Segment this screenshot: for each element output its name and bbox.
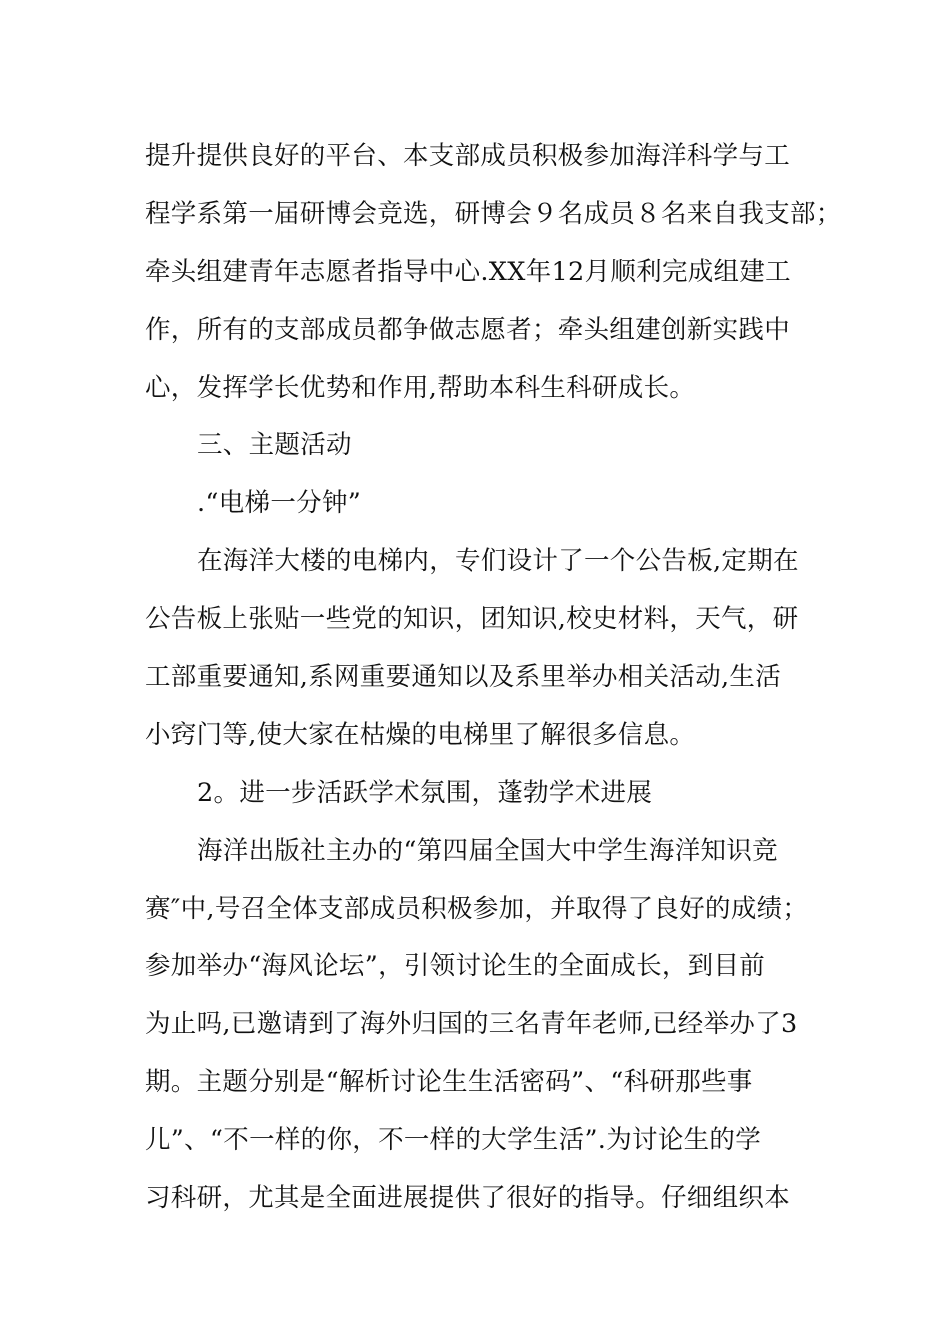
text-line: 为止吗,已邀请到了海外归国的三名青年老师,已经举办了3 — [145, 1009, 798, 1040]
text-line: 工部重要通知,系网重要通知以及系里举办相关活动,生活 — [145, 662, 782, 693]
text-line: 公告板上张贴一些党的知识，团知识,校史材料，天气，研 — [145, 604, 799, 635]
subsection-heading: .“电梯一分钟” — [197, 488, 362, 519]
text-line: 赛″中,号召全体支部成员积极参加，并取得了良好的成绩； — [145, 893, 809, 924]
text-line: 牵头组建青年志愿者指导中心.XX年12月顺利完成组建工 — [145, 256, 791, 287]
text-line: 提升提供良好的平台、本支部成员积极参加海洋科学与工 — [145, 141, 791, 171]
text-line: 心，发挥学长优势和作用,帮助本科生科研成长。 — [145, 372, 696, 403]
text-line: 习科研，尤其是全面进展提供了很好的指导。仔细组织本 — [145, 1183, 791, 1214]
text-line: 期。主题分别是“解析讨论生生活密码”、“科研那些事 — [145, 1067, 753, 1098]
section-heading: 三、主题活动 — [197, 430, 352, 461]
text-line: 作，所有的支部成员都争做志愿者；牵头组建创新实践中 — [145, 314, 791, 345]
text-line: 程学系第一届研博会竞选，研博会９名成员８名来自我支部； — [145, 198, 842, 229]
subsection-heading: 2。进一步活跃学术氛围，蓬勃学术进展 — [197, 777, 653, 808]
paragraph-start: 海洋出版社主办的“第四届全国大中学生海洋知识竞 — [197, 835, 778, 866]
paragraph-start: 在海洋大楼的电梯内，专们设计了一个公告板,定期在 — [197, 546, 799, 577]
text-line: 参加举办“海风论坛”，引领讨论生的全面成长，到目前 — [145, 951, 766, 982]
text-line: 儿”、“不一样的你，不一样的大学生活”.为讨论生的学 — [145, 1125, 762, 1156]
text-line: 小窍门等,使大家在枯燥的电梯里了解很多信息。 — [145, 719, 696, 750]
document-body — [145, 128, 842, 1228]
